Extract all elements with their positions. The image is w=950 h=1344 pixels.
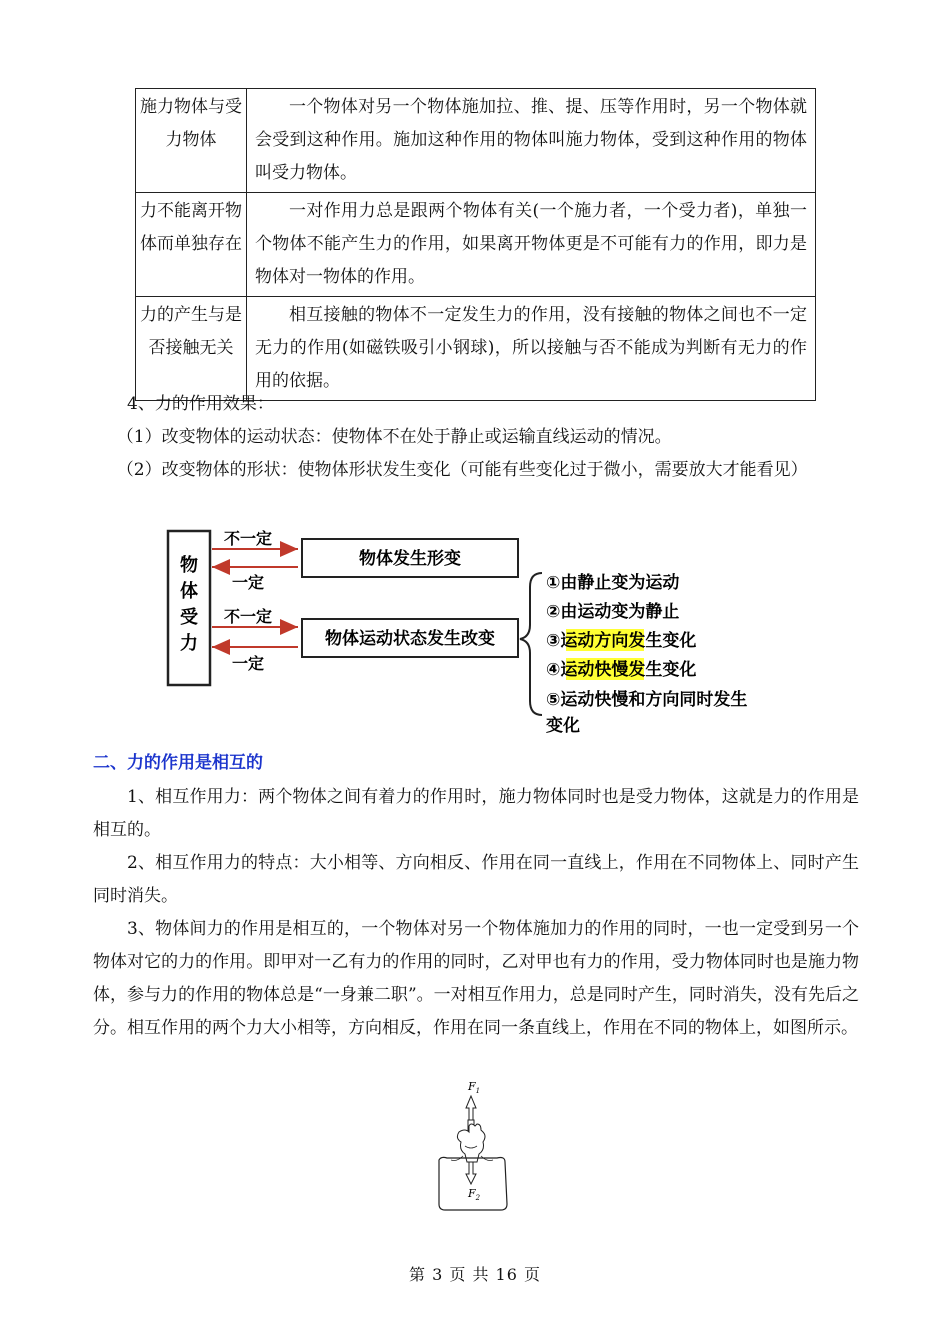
- section-heading: 二、力的作用是相互的: [93, 753, 263, 773]
- section4-item2: （2）改变物体的形状：使物体形状发生变化（可能有些变化过于微小，需要放大才能看见）: [116, 460, 808, 480]
- paragraph: 1、相互作用力：两个物体之间有着力的作用时，施力物体同时也是受力物体，这就是力的作用是相互的。: [93, 787, 859, 840]
- arrow-up-icon: [466, 1096, 476, 1120]
- concept-table: [135, 88, 816, 401]
- table-term: 力的产生与是否接触无关: [136, 297, 247, 401]
- effect-item: ②由运动变为静止: [546, 602, 680, 622]
- table-desc: 一个物体对另一个物体施加拉、推、提、压等作用时，另一个物体就会受到这种作用。施加这种作用的物体叫施力物体，受到这种作用的物体叫受力物体。: [247, 89, 816, 193]
- label-not-necessarily: 不一定: [224, 529, 273, 548]
- effect-item-cont: 变化: [546, 716, 580, 736]
- deform-box-label: 物体发生形变: [359, 549, 461, 569]
- effect-item: ③运动方向发生变化: [546, 631, 697, 651]
- table-term: 施力物体与受力物体: [136, 89, 247, 193]
- table-row: [136, 193, 816, 297]
- effect-item: ⑤运动快慢和方向同时发生: [546, 690, 748, 710]
- section4-item1: （1）改变物体的运动状态：使物体不在处于静止或运输直线运动的情况。: [116, 427, 672, 447]
- section4-title: 4、力的作用效果：: [127, 394, 274, 414]
- mutual-force-figure: [425, 1080, 525, 1215]
- table-desc: 一对作用力总是跟两个物体有关(一个施力者，一个受力者)，单独一个物体不能产生力的作用，如果离开物体更是不可能有力的作用，即力是物体对一物体的作用。: [247, 193, 816, 297]
- f2-label: $F_2$: [468, 1187, 481, 1202]
- brace: [520, 573, 542, 715]
- label-necessarily: 一定: [232, 573, 265, 592]
- table-row: [136, 297, 816, 401]
- table-desc: 相互接触的物体不一定发生力的作用，没有接触的物体之间也不一定无力的作用(如磁铁吸引小钢球)，所以接触与否不能成为判断有无力的作用的依据。: [247, 297, 816, 401]
- force-box-char: 受: [180, 607, 198, 628]
- force-box-char: 物: [180, 555, 198, 576]
- label-not-necessarily: 不一定: [224, 607, 273, 626]
- effect-item: ①由静止变为运动: [546, 573, 680, 593]
- f1-label: $F_1$: [468, 1080, 481, 1095]
- force-box-char: 体: [180, 581, 198, 602]
- table-term: 力不能离开物体而单独存在: [136, 193, 247, 297]
- paragraph: 2、相互作用力的特点：大小相等、方向相反、作用在同一直线上，作用在不同物体上、同时产生同时消失。: [93, 853, 859, 906]
- effect-item: ④运动快慢发生变化: [546, 660, 697, 680]
- force-box-char: 力: [180, 633, 198, 654]
- page-footer: 第 3 页 共 16 页: [409, 1265, 541, 1284]
- label-necessarily: 一定: [232, 654, 265, 673]
- motion-box-label: 物体运动状态发生改变: [325, 629, 495, 649]
- force-effect-diagram: [160, 515, 800, 745]
- paragraph: 3、物体间力的作用是相互的，一个物体对另一个物体施加力的作用的同时，一也一定受到另一个物体对它的力的作用。即甲对一乙有力的作用的同时，乙对甲也有力的作用，受力物体同时也是施力物体，参与力的作用的物体总是“一身兼二职”。一对相互作用力，总是同时产生，同时消失，没有先后之分。相互作用的两个力大小相等，方向相反，作用在同一条直线上，作用在不同的物体上，如图所示。: [93, 919, 859, 1038]
- table-row: [136, 89, 816, 193]
- arrow-down-icon: [466, 1162, 476, 1184]
